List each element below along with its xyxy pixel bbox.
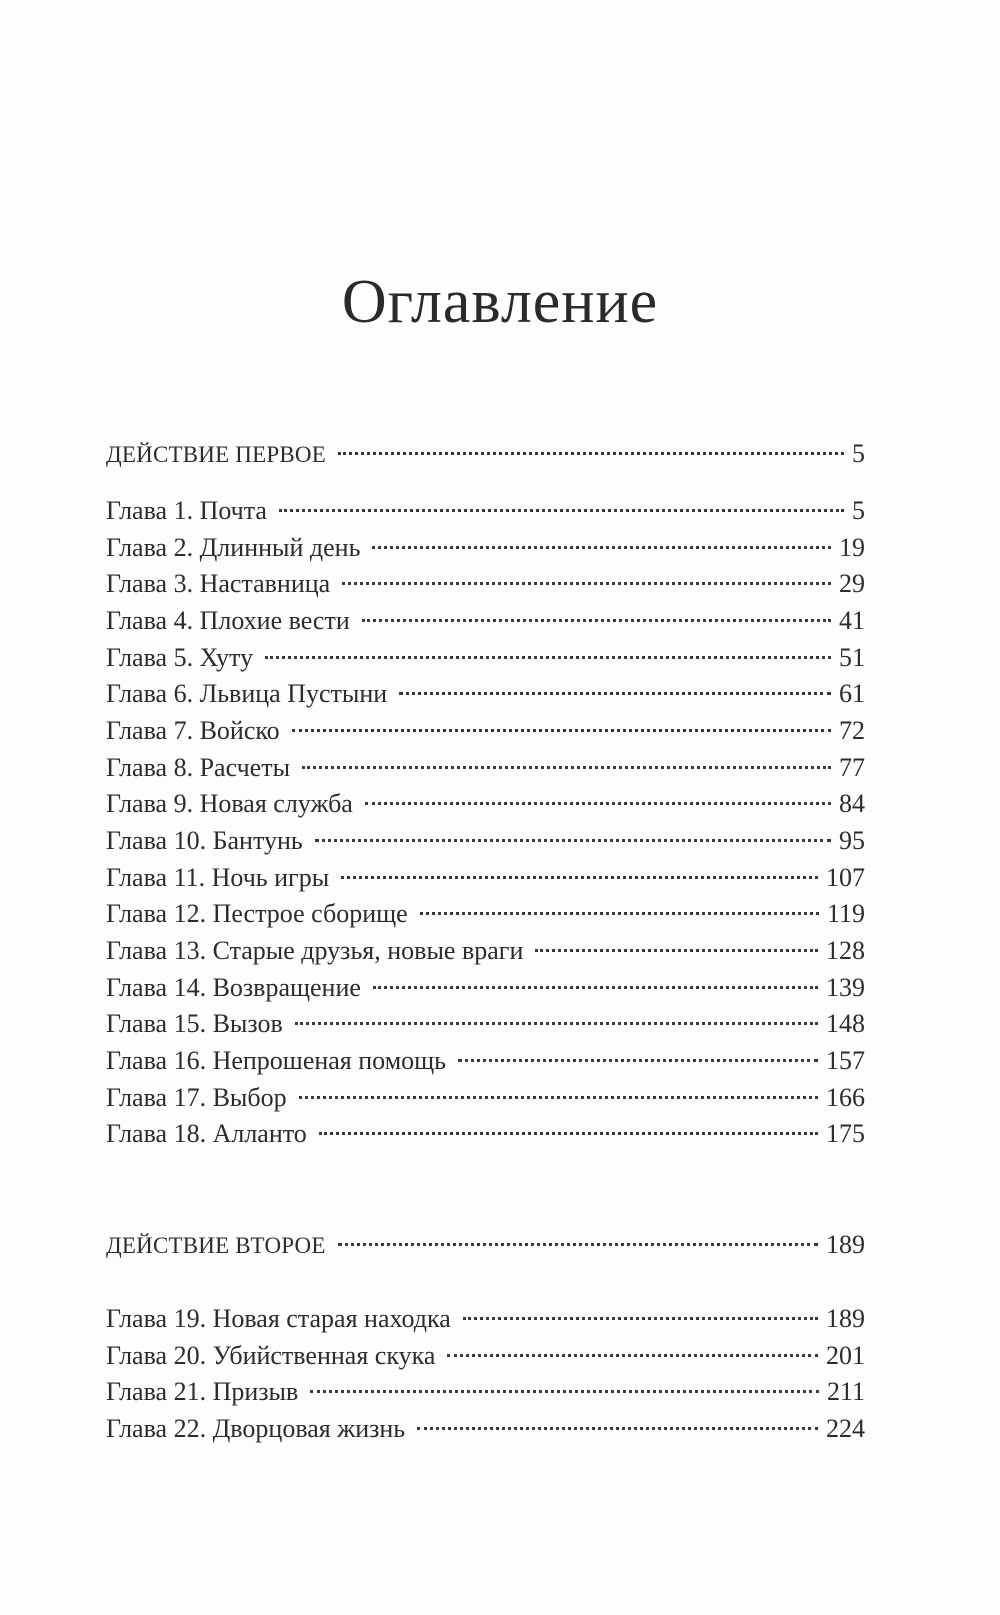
dot-leader bbox=[417, 1427, 818, 1430]
chapter-label: Глава 2. Длинный день bbox=[106, 533, 361, 562]
chapter-page-number: 107 bbox=[826, 863, 865, 892]
toc-chapter-12 bbox=[106, 895, 865, 933]
dot-leader bbox=[265, 656, 831, 659]
dot-leader bbox=[342, 582, 831, 585]
chapter-page-number: 84 bbox=[839, 789, 865, 818]
dot-leader bbox=[373, 986, 818, 989]
chapter-page-number: 29 bbox=[839, 569, 865, 598]
dot-leader bbox=[338, 1243, 818, 1246]
dot-leader bbox=[365, 802, 831, 805]
dot-leader bbox=[319, 1132, 818, 1135]
chapter-page-number: 189 bbox=[826, 1304, 865, 1333]
chapter-page-number: 175 bbox=[826, 1119, 865, 1148]
chapter-page-number: 77 bbox=[839, 753, 865, 782]
dot-leader bbox=[279, 509, 844, 512]
chapter-page-number: 5 bbox=[852, 496, 865, 525]
dot-leader bbox=[315, 839, 831, 842]
dot-leader bbox=[292, 729, 831, 732]
toc-chapter-2 bbox=[106, 529, 865, 567]
dot-leader bbox=[420, 912, 819, 915]
chapter-label: Глава 9. Новая служба bbox=[106, 789, 353, 818]
dot-leader bbox=[299, 1096, 818, 1099]
toc-chapter-17 bbox=[106, 1079, 865, 1117]
chapter-page-number: 41 bbox=[839, 606, 865, 635]
dot-leader bbox=[295, 1022, 818, 1025]
toc-chapter-11 bbox=[106, 859, 865, 897]
toc-act-2 bbox=[106, 1226, 865, 1264]
dot-leader bbox=[362, 619, 831, 622]
dot-leader bbox=[338, 452, 844, 455]
chapter-label: Глава 18. Алланто bbox=[106, 1119, 307, 1148]
chapter-page-number: 51 bbox=[839, 643, 865, 672]
chapter-label: Глава 10. Бантунь bbox=[106, 826, 303, 855]
toc-chapter-15 bbox=[106, 1005, 865, 1043]
dot-leader bbox=[447, 1354, 818, 1357]
chapter-page-number: 201 bbox=[826, 1341, 865, 1370]
act-label: ДЕЙСТВИЕ ПЕРВОЕ bbox=[106, 442, 326, 467]
toc-act-1 bbox=[106, 435, 865, 473]
chapter-page-number: 157 bbox=[826, 1046, 865, 1075]
act-page-number: 189 bbox=[826, 1230, 865, 1259]
dot-leader bbox=[399, 692, 831, 695]
chapter-label: Глава 20. Убийственная скука bbox=[106, 1341, 436, 1370]
chapter-page-number: 139 bbox=[826, 973, 865, 1002]
chapter-label: Глава 4. Плохие вести bbox=[106, 606, 350, 635]
toc-chapter-18 bbox=[106, 1115, 865, 1153]
chapter-page-number: 61 bbox=[839, 679, 865, 708]
chapter-page-number: 148 bbox=[826, 1009, 865, 1038]
chapter-label: Глава 1. Почта bbox=[106, 496, 267, 525]
toc-chapter-6 bbox=[106, 675, 865, 713]
toc-chapter-20 bbox=[106, 1337, 865, 1375]
dot-leader bbox=[302, 766, 831, 769]
chapter-label: Глава 17. Выбор bbox=[106, 1083, 287, 1112]
toc-chapter-7 bbox=[106, 712, 865, 750]
chapter-label: Глава 12. Пестрое сборище bbox=[106, 899, 408, 928]
chapter-page-number: 95 bbox=[839, 826, 865, 855]
toc-chapter-21 bbox=[106, 1373, 865, 1411]
toc-chapter-10 bbox=[106, 822, 865, 860]
dot-leader bbox=[463, 1317, 818, 1320]
toc-chapter-19 bbox=[106, 1300, 865, 1338]
chapter-page-number: 119 bbox=[826, 899, 865, 928]
chapter-label: Глава 7. Войско bbox=[106, 716, 280, 745]
toc-chapter-13 bbox=[106, 932, 865, 970]
chapter-label: Глава 5. Хуту bbox=[106, 643, 254, 672]
chapter-label: Глава 15. Вызов bbox=[106, 1009, 283, 1038]
toc-chapter-22 bbox=[106, 1410, 865, 1448]
toc-chapter-8 bbox=[106, 749, 865, 787]
act-label: ДЕЙСТВИЕ ВТОРОЕ bbox=[106, 1233, 326, 1258]
chapter-label: Глава 13. Старые друзья, новые враги bbox=[106, 936, 524, 965]
dot-leader bbox=[310, 1390, 819, 1393]
chapter-page-number: 166 bbox=[826, 1083, 865, 1112]
page-title: Оглавление bbox=[341, 268, 659, 336]
chapter-page-number: 211 bbox=[826, 1377, 865, 1406]
chapter-label: Глава 21. Призыв bbox=[106, 1377, 299, 1406]
dot-leader bbox=[341, 876, 818, 879]
chapter-label: Глава 11. Ночь игры bbox=[106, 863, 330, 892]
chapter-page-number: 224 bbox=[826, 1414, 865, 1443]
chapter-label: Глава 19. Новая старая находка bbox=[106, 1304, 451, 1333]
chapter-page-number: 128 bbox=[826, 936, 865, 965]
chapter-page-number: 19 bbox=[839, 533, 865, 562]
toc-chapter-4 bbox=[106, 602, 865, 640]
dot-leader bbox=[372, 546, 831, 549]
chapter-label: Глава 6. Львица Пустыни bbox=[106, 679, 388, 708]
toc-chapter-3 bbox=[106, 565, 865, 603]
chapter-label: Глава 16. Непрошеная помощь bbox=[106, 1046, 447, 1075]
chapter-label: Глава 14. Возвращение bbox=[106, 973, 361, 1002]
dot-leader bbox=[458, 1059, 818, 1062]
chapter-label: Глава 22. Дворцовая жизнь bbox=[106, 1414, 406, 1443]
toc-chapter-14 bbox=[106, 969, 865, 1007]
toc-chapter-9 bbox=[106, 785, 865, 823]
toc-chapter-16 bbox=[106, 1042, 865, 1080]
chapter-label: Глава 8. Расчеты bbox=[106, 753, 291, 782]
chapter-label: Глава 3. Наставница bbox=[106, 569, 331, 598]
toc-chapter-1 bbox=[106, 492, 865, 530]
act-page-number: 5 bbox=[852, 439, 865, 468]
chapter-page-number: 72 bbox=[839, 716, 865, 745]
dot-leader bbox=[535, 949, 818, 952]
toc-chapter-5 bbox=[106, 639, 865, 677]
